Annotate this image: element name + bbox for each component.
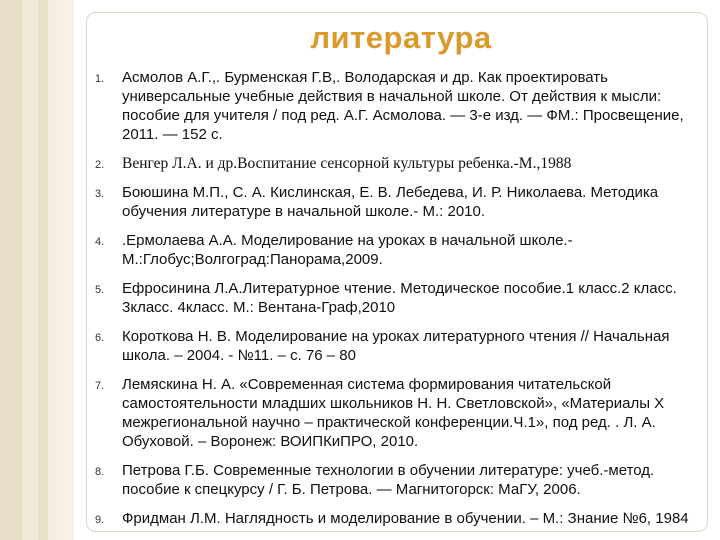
list-item bbox=[95, 231, 695, 269]
decorative-stripe bbox=[0, 0, 22, 540]
list-item bbox=[95, 375, 695, 451]
list-item bbox=[95, 509, 695, 528]
item-number: 6. bbox=[95, 332, 105, 344]
item-number: 9. bbox=[95, 514, 105, 526]
item-text: Асмолов А.Г.,. Бурменская Г.В,. Володарская и др. Как проектировать универсальные учебные действия в начальной школе. От действия к мысли: пособие для учителя / под ред. А.Г. Асмолова. — 3-е изд. — ФМ.: Просвещение, 2011. — 152 с. bbox=[122, 69, 684, 143]
list-item bbox=[95, 154, 695, 173]
list-item bbox=[95, 183, 695, 221]
item-number: 4. bbox=[95, 236, 105, 248]
item-text: Ефросинина Л.А.Литературное чтение. Методическое пособие.1 класс.2 класс. 3класс. 4класс. М.: Вентана-Граф,2010 bbox=[122, 280, 677, 316]
item-text: Петрова Г.Б. Современные технологии в обучении литературе: учеб.-метод. пособие к спецкурсу / Г. Б. Петрова. — Магнитогорск: МаГУ, 2006. bbox=[122, 462, 655, 498]
list-item bbox=[95, 68, 695, 144]
item-text: Короткова Н. В. Моделирование на уроках литературного чтения // Начальная школа. – 2004. - №11. – с. 76 – 80 bbox=[122, 328, 670, 364]
item-number: 5. bbox=[95, 284, 105, 296]
decorative-stripe bbox=[38, 0, 48, 540]
item-number: 2. bbox=[95, 159, 105, 171]
item-text: Лемяскина Н. А. «Современная система формирования читательской самостоятельности младших школьников Н. Н. Светловской», «Материалы X межрегиональной научно – практической конференции.Ч.1», под ред. . Л. А. Обуховой. – Воронеж: ВОИПКиПРО, 2010. bbox=[122, 376, 665, 450]
item-number: 7. bbox=[95, 380, 105, 392]
slide-title: литература bbox=[310, 20, 492, 55]
item-number: 3. bbox=[95, 188, 105, 200]
bibliography-list bbox=[95, 68, 695, 538]
list-item bbox=[95, 279, 695, 317]
item-text: Венгер Л.А. и др.Воспитание сенсорной культуры ребенка.-М.,1988 bbox=[122, 155, 572, 172]
item-text: Фридман Л.М. Наглядность и моделирование в обучении. – М.: Знание №6, 1984 bbox=[122, 510, 689, 527]
item-number: 8. bbox=[95, 466, 105, 478]
list-item bbox=[95, 327, 695, 365]
item-text: .Ермолаева А.А. Моделирование на уроках в начальной школе.- М.:Глобус;Волгоград:Панорама,2009. bbox=[122, 232, 573, 268]
item-text: Боюшина М.П., С. А. Кислинская, Е. В. Лебедева, И. Р. Николаева. Методика обучения литературе в начальной школе.- М.: 2010. bbox=[122, 184, 659, 220]
item-number: 1. bbox=[95, 73, 105, 85]
list-item bbox=[95, 461, 695, 499]
